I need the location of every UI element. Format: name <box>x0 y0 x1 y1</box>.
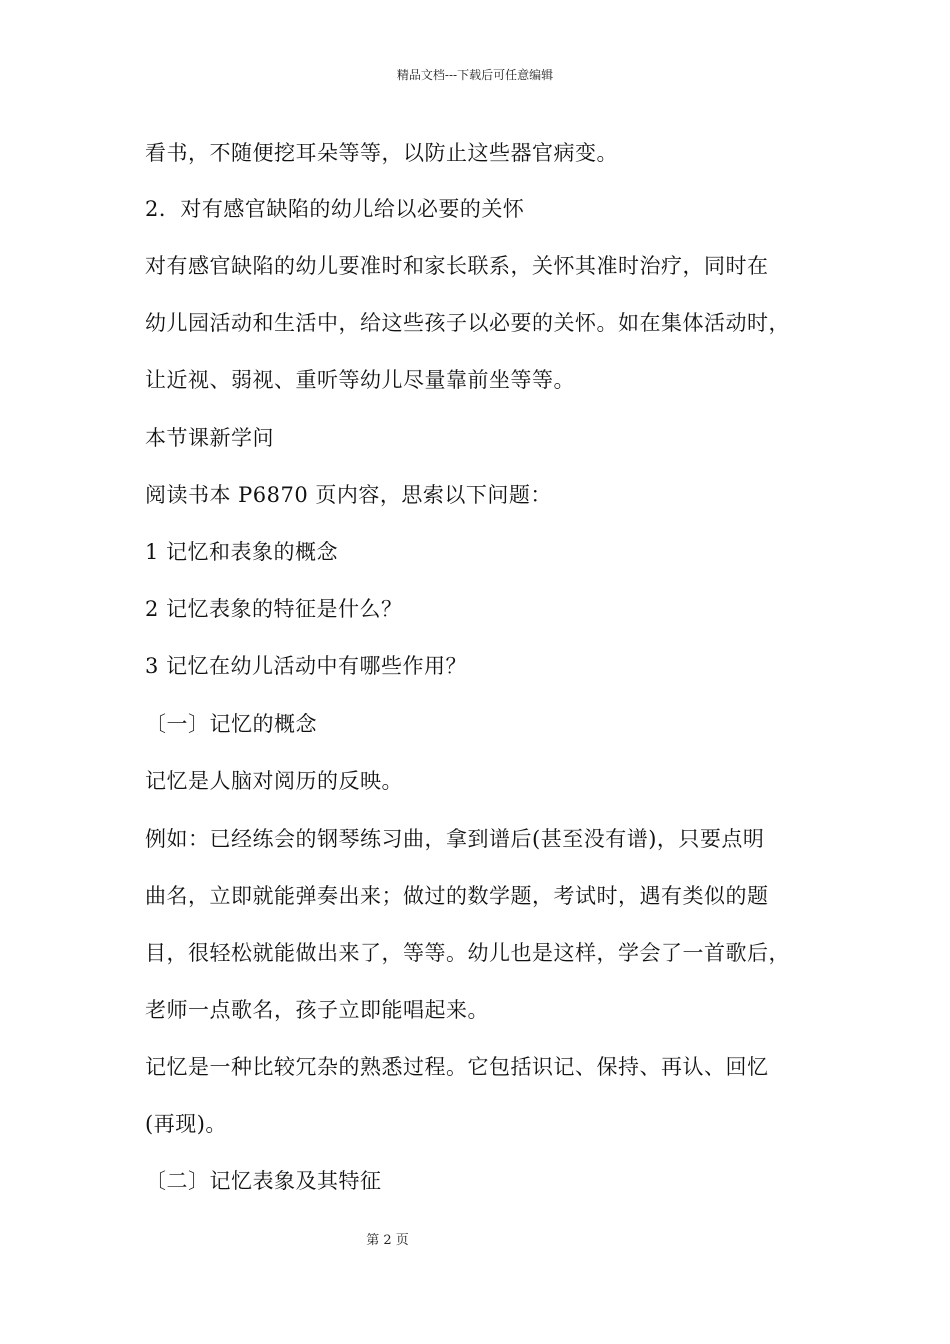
text-line: 〔一〕记忆的概念 <box>145 712 317 736</box>
text-line: 曲名，立即就能弹奏出来；做过的数学题，考试时，遇有类似的题 <box>145 884 769 908</box>
text-line: 记忆是人脑对阅历的反映。 <box>145 769 403 793</box>
text-line: 幼儿园活动和生活中，给这些孩子以必要的关怀。如在集体活动时， <box>145 311 790 335</box>
text-line: 本节课新学问 <box>145 426 274 450</box>
text-line: 目，很轻松就能做出来了，等等。幼儿也是这样，学会了一首歌后， <box>145 941 790 965</box>
text-line: (再现)。 <box>145 1112 227 1136</box>
text-line: 例如：已经练会的钢琴练习曲，拿到谱后(甚至没有谱)，只要点明 <box>145 827 765 851</box>
text-line: 2．对有感官缺陷的幼儿给以必要的关怀 <box>145 197 525 221</box>
text-line: 让近视、弱视、重听等幼儿尽量靠前坐等等。 <box>145 368 575 392</box>
text-line: 〔二〕记忆表象及其特征 <box>145 1169 382 1193</box>
text-line: 看书，不随便挖耳朵等等，以防止这些器官病变。 <box>145 141 618 165</box>
text-line: 对有感官缺陷的幼儿要准时和家长联系，关怀其准时治疗，同时在 <box>145 254 769 278</box>
text-line: 2 记忆表象的特征是什么？ <box>145 597 403 621</box>
text-line: 1 记忆和表象的概念 <box>145 540 339 564</box>
page-footer: 第 2 页 <box>366 1233 409 1248</box>
text-line: 阅读书本 P6870 页内容，思索以下问题： <box>145 483 552 507</box>
text-line: 记忆是一种比较冗杂的熟悉过程。它包括识记、保持、再认、回忆 <box>145 1055 769 1079</box>
page-header: 精品文档---下载后可任意编辑 <box>396 68 554 82</box>
text-line: 3 记忆在幼儿活动中有哪些作用？ <box>145 654 468 678</box>
text-line: 老师一点歌名，孩子立即能唱起来。 <box>145 998 489 1022</box>
